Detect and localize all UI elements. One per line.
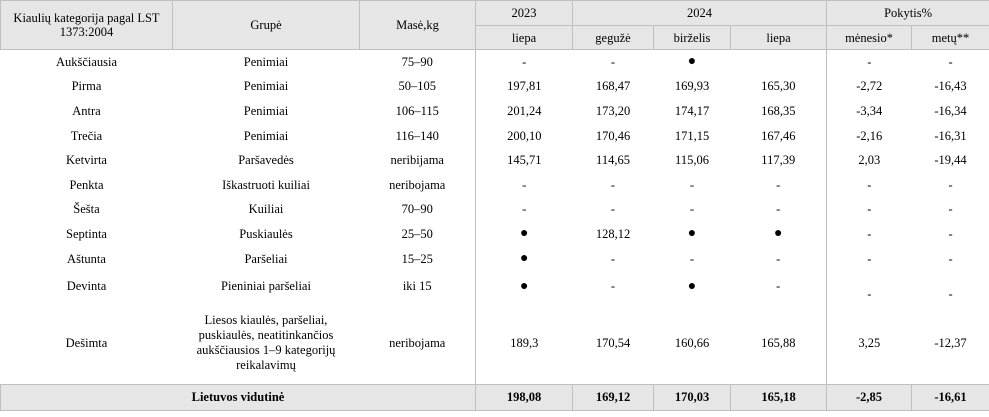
mass-cell: 70–90: [401, 202, 433, 217]
table-row: [1, 50, 989, 75]
average-row: [1, 385, 989, 411]
header-2023-july: liepa: [476, 26, 573, 50]
group-cell: Iškastruoti kuiliai: [222, 177, 310, 192]
value-2024-june: 171,15: [674, 128, 710, 143]
change-month-cell: -: [827, 247, 912, 272]
group-cell: Penimiai: [243, 79, 289, 94]
group-cell: Penimiai: [243, 54, 289, 69]
value-2024-june: ●: [687, 54, 697, 70]
average-2024-may: 169,12: [573, 385, 654, 411]
group-cell: Pieniniai paršeliai: [221, 279, 311, 294]
change-year-cell: -12,37: [934, 335, 967, 350]
value-2024-may: 168,47: [595, 79, 631, 94]
change-month-cell: -3,34: [827, 99, 912, 124]
table-row: [1, 148, 989, 173]
mass-cell: neribojama: [389, 177, 446, 192]
value-2023-july: -: [476, 198, 573, 223]
average-label: Lietuvos vidutinė: [1, 385, 476, 411]
table-row: [1, 99, 989, 124]
change-year-cell: -: [948, 251, 953, 266]
mass-cell: 116–140: [395, 128, 439, 143]
mass-cell: iki 15: [402, 279, 432, 294]
category-cell: Devinta: [66, 279, 107, 294]
category-cell: Šešta: [73, 202, 100, 217]
value-2024-may: 114,65: [596, 153, 630, 168]
average-2024-june: 170,03: [654, 385, 731, 411]
change-year-cell: -: [948, 287, 953, 302]
group-cell: Kuiliai: [248, 202, 284, 217]
change-year-cell: -19,44: [934, 153, 967, 168]
value-2023-july: 201,24: [476, 99, 573, 124]
change-year-cell: -: [948, 226, 953, 241]
mass-cell: 15–25: [401, 251, 433, 266]
value-2024-may: 170,54: [595, 335, 631, 350]
value-2023-july: 197,81: [476, 75, 573, 100]
value-2023-july: -: [476, 173, 573, 198]
change-month-cell: 3,25: [827, 302, 912, 385]
header-2024-july: liepa: [731, 26, 827, 50]
value-2024-june: ●: [687, 278, 697, 294]
value-2024-may: -: [610, 177, 616, 192]
category-cell: Penkta: [69, 177, 104, 192]
change-year-cell: -: [948, 202, 953, 217]
value-2023-july: ●: [476, 222, 573, 247]
value-2024-june: 115,06: [675, 153, 709, 168]
header-year-2023: 2023: [476, 1, 573, 26]
group-cell: Paršavedės: [238, 153, 294, 168]
category-cell: Ketvirta: [66, 153, 107, 168]
change-month-cell: -: [827, 271, 912, 302]
header-mass: Masė,kg: [360, 1, 476, 50]
value-2024-july: 117,39: [761, 153, 796, 168]
change-year-cell: -: [948, 177, 953, 192]
category-cell: Antra: [72, 103, 101, 118]
value-2024-july: -: [776, 177, 781, 192]
group-cell: Penimiai: [243, 103, 289, 118]
change-month-cell: -: [827, 198, 912, 223]
change-month-cell: -2,72: [827, 75, 912, 100]
value-2024-may: -: [610, 251, 616, 266]
value-2024-july: ●: [774, 226, 783, 242]
header-category: Kiaulių kategorija pagal LST 1373:2004: [1, 1, 173, 50]
value-2024-june: 169,93: [674, 79, 710, 94]
value-2023-july: 189,3: [476, 302, 573, 385]
value-2024-june: -: [689, 251, 695, 266]
average-2023-july: 198,08: [476, 385, 573, 411]
table-row: [1, 271, 989, 302]
group-cell: Paršeliai: [244, 251, 288, 266]
table-row: [1, 124, 989, 149]
value-2024-june: -: [689, 177, 695, 192]
group-cell: Liesos kiaulės, paršeliai, puskiaulės, neatitinkančios aukščiausios 1–9 kategorijų reikalavimų: [196, 313, 336, 373]
mass-cell: 106–115: [395, 103, 439, 118]
mass-cell: 25–50: [401, 226, 433, 241]
value-2024-july: -: [776, 251, 781, 266]
header-group: Grupė: [173, 1, 360, 50]
group-cell: Penimiai: [243, 128, 289, 143]
value-2024-july: 165,88: [761, 335, 796, 350]
change-month-cell: -2,16: [827, 124, 912, 149]
value-2024-june: ●: [687, 226, 697, 242]
change-year-cell: -: [948, 54, 953, 69]
value-2024-july: -: [776, 202, 781, 217]
table-row: [1, 198, 989, 223]
value-2024-july: 168,35: [761, 103, 796, 118]
change-month-cell: -: [827, 173, 912, 198]
header-2024-june: birželis: [654, 26, 731, 50]
table-row: [1, 222, 989, 247]
header-year-2024: 2024: [573, 1, 827, 26]
category-cell: Dešimta: [65, 335, 108, 350]
group-cell: Puskiaulės: [239, 226, 293, 241]
change-year-cell: -16,43: [934, 79, 967, 94]
change-year-cell: -16,31: [934, 128, 967, 143]
value-2024-june: 174,17: [674, 103, 710, 118]
average-2024-july: 165,18: [731, 385, 827, 411]
value-2024-may: 170,46: [595, 128, 631, 143]
mass-cell: 50–105: [398, 79, 436, 94]
value-2023-july: ●: [476, 271, 573, 302]
value-2024-may: -: [610, 54, 616, 69]
mass-cell: neribojama: [389, 335, 446, 350]
average-change-month: -2,85: [827, 385, 912, 411]
change-month-cell: -: [827, 50, 912, 75]
value-2024-july: 165,30: [761, 79, 796, 94]
value-2024-may: -: [610, 202, 616, 217]
value-2023-july: -: [476, 50, 573, 75]
value-2024-july: 167,46: [761, 128, 796, 143]
value-2024-june: -: [689, 202, 695, 217]
value-2024-may: 173,20: [595, 103, 631, 118]
value-2024-may: 128,12: [595, 226, 631, 241]
category-cell: Trečia: [70, 128, 103, 143]
value-2023-july: 200,10: [476, 124, 573, 149]
value-2024-may: -: [610, 279, 616, 294]
value-2024-july: -: [776, 279, 781, 294]
table-row: [1, 302, 989, 385]
header-change-month: mėnesio*: [827, 26, 912, 50]
category-cell: Septinta: [66, 226, 107, 241]
category-cell: Pirma: [71, 79, 102, 94]
change-year-cell: -16,34: [934, 103, 967, 118]
change-month-cell: -: [827, 222, 912, 247]
table-row: [1, 247, 989, 272]
value-2023-july: 145,71: [476, 148, 573, 173]
mass-cell: neribijama: [390, 153, 444, 168]
header-2024-may: gegužė: [573, 26, 654, 50]
header-change: Pokytis%: [827, 1, 989, 26]
value-2024-june: 160,66: [674, 335, 710, 350]
table-row: [1, 173, 989, 198]
average-change-year: -16,61: [912, 385, 989, 411]
category-cell: Aukščiausia: [55, 54, 118, 69]
table-row: [1, 75, 989, 100]
header-change-year: metų**: [912, 26, 989, 50]
value-2024-july: [731, 50, 827, 75]
category-cell: Aštunta: [67, 251, 106, 266]
value-2023-july: ●: [476, 247, 573, 272]
mass-cell: 75–90: [401, 54, 433, 69]
change-month-cell: 2,03: [827, 148, 912, 173]
